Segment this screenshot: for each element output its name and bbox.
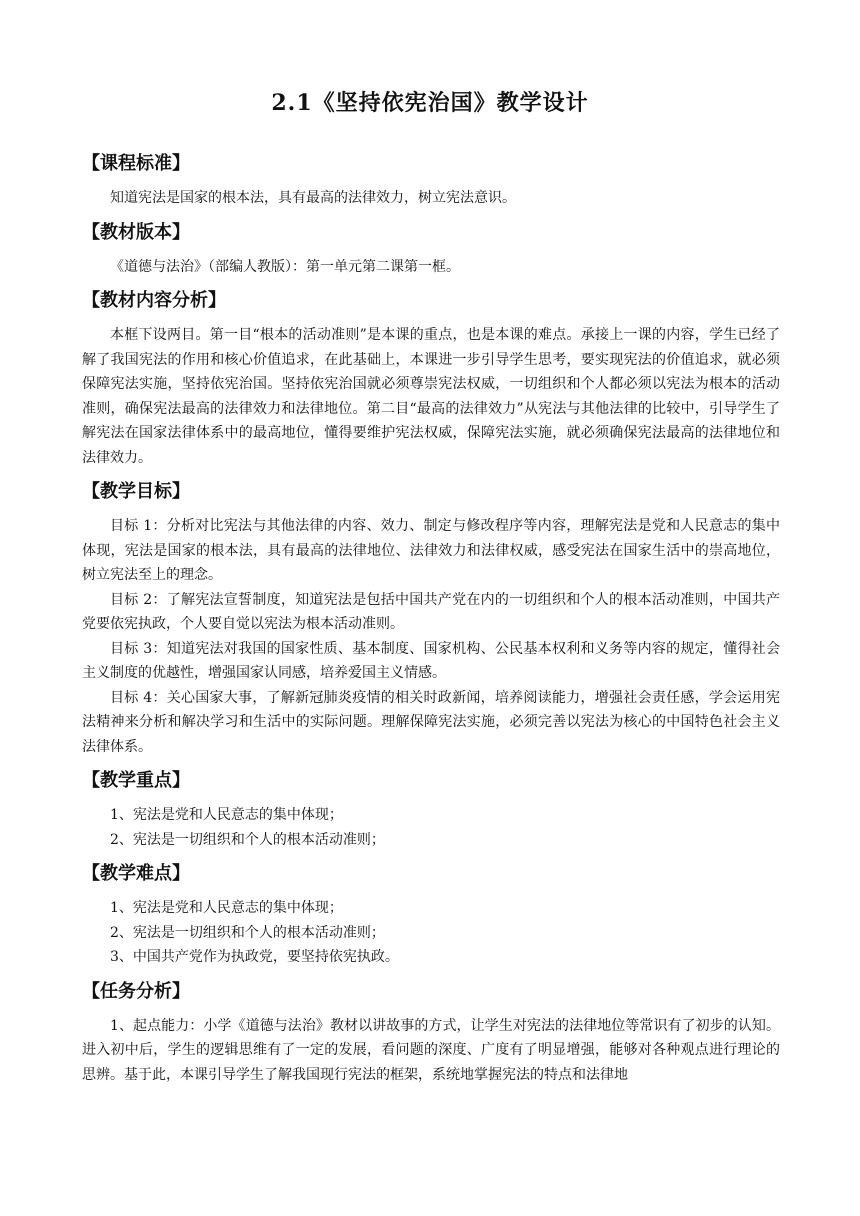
edition-text: 《道德与法治》（部编人教版）：第一单元第二课第一框。 <box>110 258 460 275</box>
task-analysis-text: 1、起点能力：小学《道德与法治》教材以讲故事的方式，让学生对宪法的法律地位等常识有了初步的认知。进入初中后，学生的逻辑思维有了一定的发展，看问题的深度、广度有了明显增强，能够对各种观点进行理论的思辨。基于此，本课引导学生了解我国现行宪法的框架，系统地掌握宪法的特点和法律地 <box>82 1017 780 1083</box>
objective-4: 目标 4：关心国家大事，了解新冠肺炎疫情的相关时政新闻，培养阅读能力，增强社会责任感，学会运用宪法精神来分析和解决学习和生活中的实际问题。理解保障宪法实施，必须完善以宪法为核心的中国特色社会主义法律体系。 <box>82 689 780 755</box>
standard-text: 知道宪法是国家的根本法，具有最高的法律效力，树立宪法意识。 <box>110 190 516 206</box>
section-heading-task-analysis: 【任务分析】 <box>82 980 190 1002</box>
section-heading-objectives: 【教学目标】 <box>82 481 190 502</box>
difficulty-3: 3、中国共产党作为执政党，要坚持依宪执政。 <box>110 949 399 965</box>
section-heading-standard: 【课程标准】 <box>82 153 190 174</box>
document-title: 2.1《坚持依宪治国》教学设计 <box>271 90 589 116</box>
key-point-1: 1、宪法是党和人民意志的集中体现； <box>110 807 343 823</box>
content-analysis-text: 本框下设两目。第一目“根本的活动准则”是本课的重点，也是本课的难点。承接上一课的内容，学生已经了解了我国宪法的作用和核心价值追求，在此基础上，本课进一步引导学生思考，要实现宪法的价值追求，就必须保障宪法实施，坚持依宪治国。坚持依宪治国就必须尊崇宪法权威，一切组织和个人都必须以宪法为根本的活动准则，确保宪法最高的法律效力和法律地位。第二目“最高的法律效力”从宪法与其他法律的比较中，引导学生了解宪法在国家法律体系中的最高地位，懂得要维护宪法权威，保障宪法实施，就必须确保宪法最高的法律地位和法律效力。 <box>82 327 780 466</box>
objective-2: 目标 2：了解宪法宣誓制度，知道宪法是包括中国共产党在内的一切组织和个人的根本活动准则，中国共产党要依宪执政，个人要自觉以宪法为根本活动准则。 <box>82 591 780 632</box>
key-point-2: 2、宪法是一切组织和个人的根本活动准则； <box>110 831 385 848</box>
objective-1: 目标 1：分析对比宪法与其他法律的内容、效力、制定与修改程序等内容，理解宪法是党和人民意志的集中体现，宪法是国家的根本法，具有最高的法律地位、法律效力和法律权威，感受宪法在国家生活中的崇高地位，树立宪法至上的理念。 <box>82 518 780 583</box>
difficulty-2: 2、宪法是一切组织和个人的根本活动准则； <box>110 924 385 941</box>
objective-3: 目标 3：知道宪法对我国的国家性质、基本制度、国家机构、公民基本权利和义务等内容的规定，懂得社会主义制度的优越性，增强国家认同感，培养爱国主义情感。 <box>82 640 780 681</box>
section-heading-content-analysis: 【教材内容分析】 <box>82 290 226 311</box>
section-heading-key-points: 【教学重点】 <box>82 770 190 791</box>
document-body <box>82 150 780 1087</box>
section-heading-edition: 【教材版本】 <box>82 221 190 243</box>
difficulty-1: 1、宪法是党和人民意志的集中体现； <box>110 900 343 916</box>
section-heading-difficulties: 【教学难点】 <box>82 863 190 884</box>
